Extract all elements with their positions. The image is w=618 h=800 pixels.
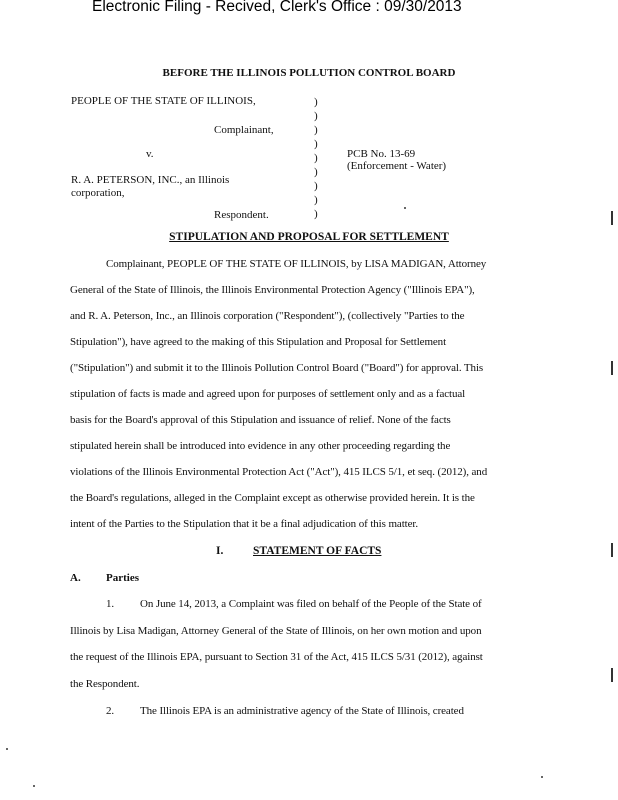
scan-dot	[33, 785, 35, 787]
caption-paren: )	[314, 96, 318, 108]
paragraph-number: 1.	[106, 598, 115, 610]
defendant-name-line1: R. A. PETERSON, INC., an Illinois	[71, 174, 230, 186]
stipulation-heading: STIPULATION AND PROPOSAL FOR SETTLEMENT	[169, 231, 449, 243]
text-line: Illinois by Lisa Madigan, Attorney General of the State of Illinois, on her own motion and upon	[70, 625, 482, 637]
defendant-name-line2: corporation,	[71, 187, 125, 199]
scan-dot	[6, 748, 8, 750]
text-line: and R. A. Peterson, Inc., an Illinois corporation ("Respondent"), (collectively "Parties to the	[70, 310, 465, 322]
caption-paren: )	[314, 124, 318, 136]
text-line: stipulation of facts is made and agreed upon for purposes of settlement only and as a factual	[70, 388, 466, 400]
scan-mark	[611, 668, 613, 682]
subsection-letter: A.	[70, 572, 81, 584]
document-title: BEFORE THE ILLINOIS POLLUTION CONTROL BOARD	[162, 67, 456, 79]
caption-paren: )	[314, 180, 318, 192]
caption-paren: )	[314, 110, 318, 122]
scan-mark	[611, 361, 613, 375]
caption-paren: )	[314, 138, 318, 150]
section-number: I.	[216, 545, 224, 557]
text-line: intent of the Parties to the Stipulation that it be a final adjudication of this matter.	[70, 518, 419, 530]
caption-paren: )	[314, 166, 318, 178]
case-number: PCB No. 13-69	[347, 148, 416, 160]
defendant-role: Respondent.	[214, 209, 269, 221]
text-line: basis for the Board's approval of this Stipulation and issuance of relief. None of the facts	[70, 414, 451, 426]
text-line: the request of the Illinois EPA, pursuant to Section 31 of the Act, 415 ILCS 5/31 (2012), against	[70, 651, 483, 663]
text-line: General of the State of Illinois, the Illinois Environmental Protection Agency ("Illinois EPA"),	[70, 284, 475, 296]
text-line: The Illinois EPA is an administrative agency of the State of Illinois, created	[140, 705, 464, 717]
text-line: the Respondent.	[70, 678, 140, 690]
versus-label: v.	[146, 148, 154, 160]
plaintiff-name: PEOPLE OF THE STATE OF ILLINOIS,	[71, 95, 256, 107]
paragraph-number: 2.	[106, 705, 115, 717]
text-line: violations of the Illinois Environmental Protection Act ("Act"), 415 ILCS 5/1, et seq. (2012), and	[70, 466, 488, 478]
text-line: stipulated herein shall be introduced into evidence in any other proceeding regarding the	[70, 440, 451, 452]
section-title: STATEMENT OF FACTS	[253, 545, 382, 557]
scan-dot	[404, 207, 406, 209]
scan-mark	[611, 211, 613, 225]
text-line: Stipulation"), have agreed to the making of this Stipulation and Proposal for Settlement	[70, 336, 447, 348]
scan-mark	[611, 543, 613, 557]
case-type: (Enforcement - Water)	[347, 160, 447, 172]
text-line: On June 14, 2013, a Complaint was filed on behalf of the People of the State of	[140, 598, 482, 610]
scan-dot	[541, 776, 543, 778]
filing-stamp: Electronic Filing - Recived, Clerk's Office : 09/30/2013	[92, 0, 462, 15]
plaintiff-role: Complainant,	[214, 124, 274, 136]
text-line: Complainant, PEOPLE OF THE STATE OF ILLINOIS, by LISA MADIGAN, Attorney	[106, 258, 487, 270]
subsection-title: Parties	[106, 572, 139, 584]
caption-paren: )	[314, 152, 318, 164]
caption-paren: )	[314, 194, 318, 206]
text-line: the Board's regulations, alleged in the Complaint except as otherwise provided herein. It is the	[70, 492, 475, 504]
caption-paren: )	[314, 208, 318, 220]
text-line: ("Stipulation") and submit it to the Illinois Pollution Control Board ("Board") for approval. This	[70, 362, 484, 374]
